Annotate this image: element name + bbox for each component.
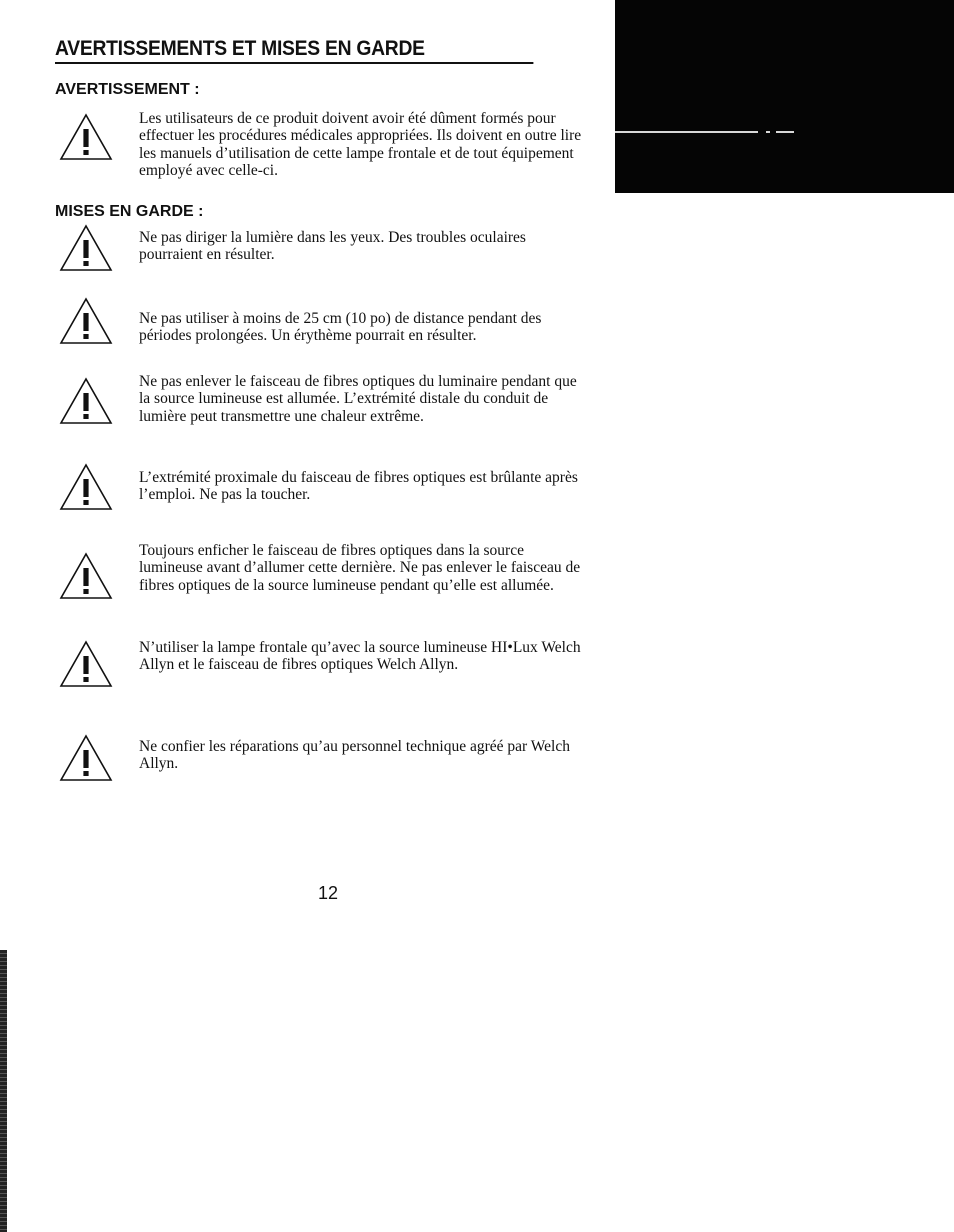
- warning-triangle-icon: [59, 734, 113, 782]
- page-title: AVERTISSEMENTS ET MISES EN GARDE: [55, 36, 533, 64]
- warning-triangle-icon: [59, 297, 113, 345]
- warning-triangle-icon: [59, 113, 113, 161]
- caution-item-text: Ne confier les réparations qu’au personnel technique agréé par Welch Allyn.: [139, 738, 570, 773]
- warning-heading: AVERTISSEMENT :: [55, 81, 200, 98]
- caution-item-text: Ne pas diriger la lumière dans les yeux. Des troubles oculaires pourraient en résulter.: [139, 229, 526, 264]
- warning-triangle-icon: [59, 552, 113, 600]
- scan-edge-mark: [0, 950, 7, 1232]
- tab-rule-line: [615, 131, 758, 133]
- cautions-heading: MISES EN GARDE :: [55, 203, 204, 220]
- warning-triangle-icon: [59, 377, 113, 425]
- warning-text: Les utilisateurs de ce produit doivent avoir été dûment formés pour effectuer les procédures médicales appropriées. Ils doivent en outre lire les manuels d’utilisation de cette lampe frontale et de tout équipement employé avec celle-ci.: [139, 110, 582, 179]
- caution-item-text: Ne pas enlever le faisceau de fibres optiques du luminaire pendant que la source lumineuse est allumée. L’extrémité distale du conduit de lumière peut transmettre une chaleur extrême.: [139, 373, 577, 425]
- warning-triangle-icon: [59, 463, 113, 511]
- caution-item-text: Toujours enficher le faisceau de fibres optiques dans la source lumineuse avant d’allumer cette dernière. Ne pas enlever le faisceau de fibres optiques de la source lumineuse pendant qu’elle est allumée.: [139, 542, 581, 594]
- caution-item-text: L’extrémité proximale du faisceau de fibres optiques est brûlante après l’emploi. Ne pas la toucher.: [139, 469, 578, 504]
- caution-item-text: N’utiliser la lampe frontale qu’avec la source lumineuse HI•Lux Welch Allyn et le faisceau de fibres optiques Welch Allyn.: [139, 639, 581, 674]
- warning-triangle-icon: [59, 640, 113, 688]
- caution-item-text: Ne pas utiliser à moins de 25 cm (10 po) de distance pendant des périodes prolongées. Un érythème pourrait en résulter.: [139, 310, 542, 345]
- tab-rule-dash: [776, 131, 794, 133]
- tab-rule-dot: [766, 131, 770, 133]
- warning-triangle-icon: [59, 224, 113, 272]
- black-tab-marker: [615, 0, 954, 193]
- page-number: 12: [318, 883, 339, 903]
